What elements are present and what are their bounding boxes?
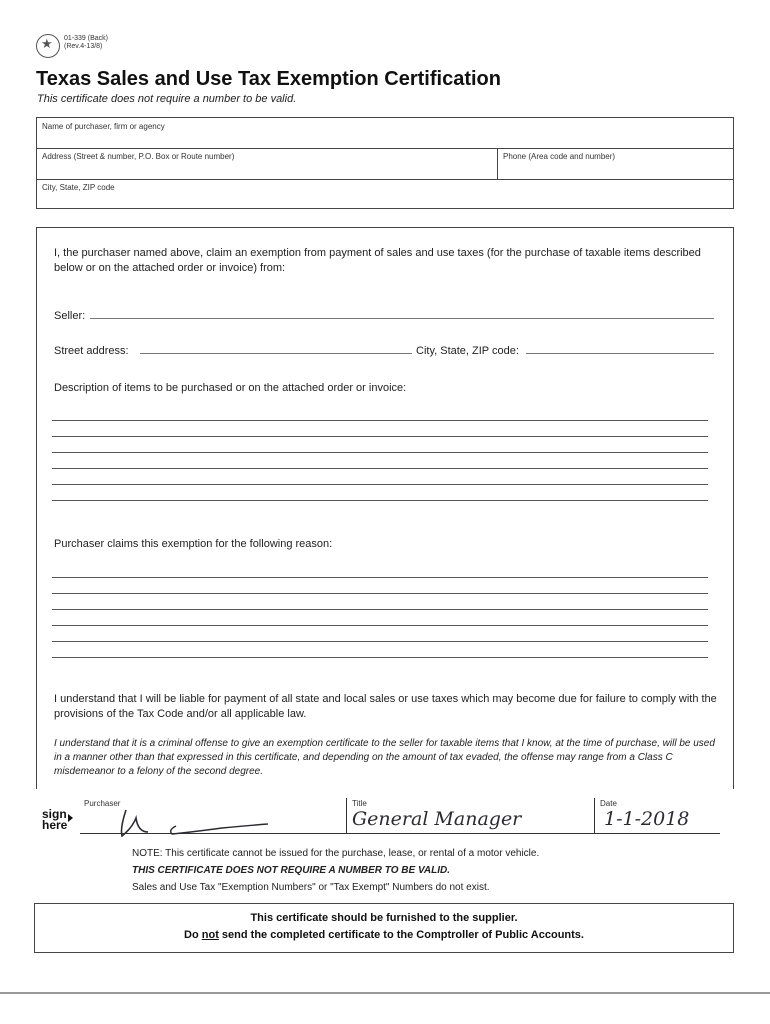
do-not-send-pre: Do [184, 929, 202, 941]
note-no-number: THIS CERTIFICATE DOES NOT REQUIRE A NUMBER TO BE VALID. [132, 865, 450, 876]
do-not-send-post: send the completed certificate to the Comptroller of Public Accounts. [218, 929, 584, 941]
claim-intro: I, the purchaser named above, claim an exemption from payment of sales and use taxes (for the purchase of taxable items described below or on the attached order or invoice) from: [54, 247, 701, 274]
page-subtitle: This certificate does not require a number to be valid. [37, 93, 297, 105]
divider [497, 148, 498, 179]
divider [37, 179, 733, 180]
seller-city-line [526, 353, 714, 354]
reason-line [52, 625, 708, 626]
note-motor-vehicle: NOTE: This certificate cannot be issued for the purchase, lease, or rental of a motor vehicle. [132, 848, 540, 859]
street-address-label: Street address: [54, 345, 129, 357]
do-not-send-text [35, 929, 733, 941]
description-line [52, 436, 708, 437]
title-label: Title [352, 799, 367, 808]
seller-label: Seller: [54, 310, 86, 322]
purchaser-name-label: Name of purchaser, firm or agency [42, 122, 165, 131]
purchaser-info-box [36, 117, 734, 209]
description-line [52, 484, 708, 485]
page-edge [0, 992, 770, 994]
star-icon: ★ [41, 36, 53, 51]
divider [594, 798, 595, 833]
street-address-line [140, 353, 412, 354]
form-number [64, 35, 108, 51]
reason-line [52, 609, 708, 610]
date-value: 1-1-2018 [604, 808, 690, 830]
city-state-zip-label: City, State, ZIP code [42, 183, 115, 192]
address-label: Address (Street & number, P.O. Box or Route number) [42, 152, 235, 161]
note-exemption-numbers: Sales and Use Tax "Exemption Numbers" or "Tax Exempt" Numbers do not exist. [132, 882, 490, 893]
furnish-supplier-text: This certificate should be furnished to the supplier. [250, 912, 518, 924]
reason-line [52, 641, 708, 642]
date-label: Date [600, 799, 617, 808]
description-line [52, 468, 708, 469]
reason-line [52, 593, 708, 594]
divider [346, 798, 347, 833]
reason-line [52, 577, 708, 578]
do-not-send-emphasis: not [201, 929, 219, 941]
description-label: Description of items to be purchased or on the attached order or invoice: [54, 382, 407, 394]
divider [37, 148, 733, 149]
seller-city-label: City, State, ZIP code: [416, 345, 519, 357]
purchaser-signature [112, 806, 282, 840]
instructions-box [34, 903, 734, 953]
liability-statement: I understand that I will be liable for payment of all state and local sales or use taxes which may become due for failure to comply with the provisions of the Tax Code and/or all applicable law. [54, 693, 717, 720]
description-line [52, 500, 708, 501]
form-number-text: 01-339 (Back) [64, 35, 108, 42]
description-line [52, 452, 708, 453]
phone-label: Phone (Area code and number) [503, 152, 616, 161]
description-line [52, 420, 708, 421]
reason-line [52, 657, 708, 658]
arrow-right-icon [68, 814, 73, 822]
title-value: General Manager [352, 808, 522, 830]
form-revision: (Rev.4-13/8) [64, 43, 103, 50]
page-title: Texas Sales and Use Tax Exemption Certification [36, 68, 501, 90]
offense-statement: I understand that it is a criminal offense to give an exemption certificate to the seller for taxable items that I know, at the time of purchase, will be used in a manner other than that expressed in this certificate, and depending on the amount of tax evaded, the offense may range from a Class C misdemeanor to a felony of the second degree. [54, 738, 715, 777]
reason-label: Purchaser claims this exemption for the following reason: [54, 538, 333, 550]
purchaser-signature-label: Purchaser [84, 799, 121, 808]
seller-line [90, 318, 714, 319]
sign-here-label: sign here [42, 807, 68, 832]
